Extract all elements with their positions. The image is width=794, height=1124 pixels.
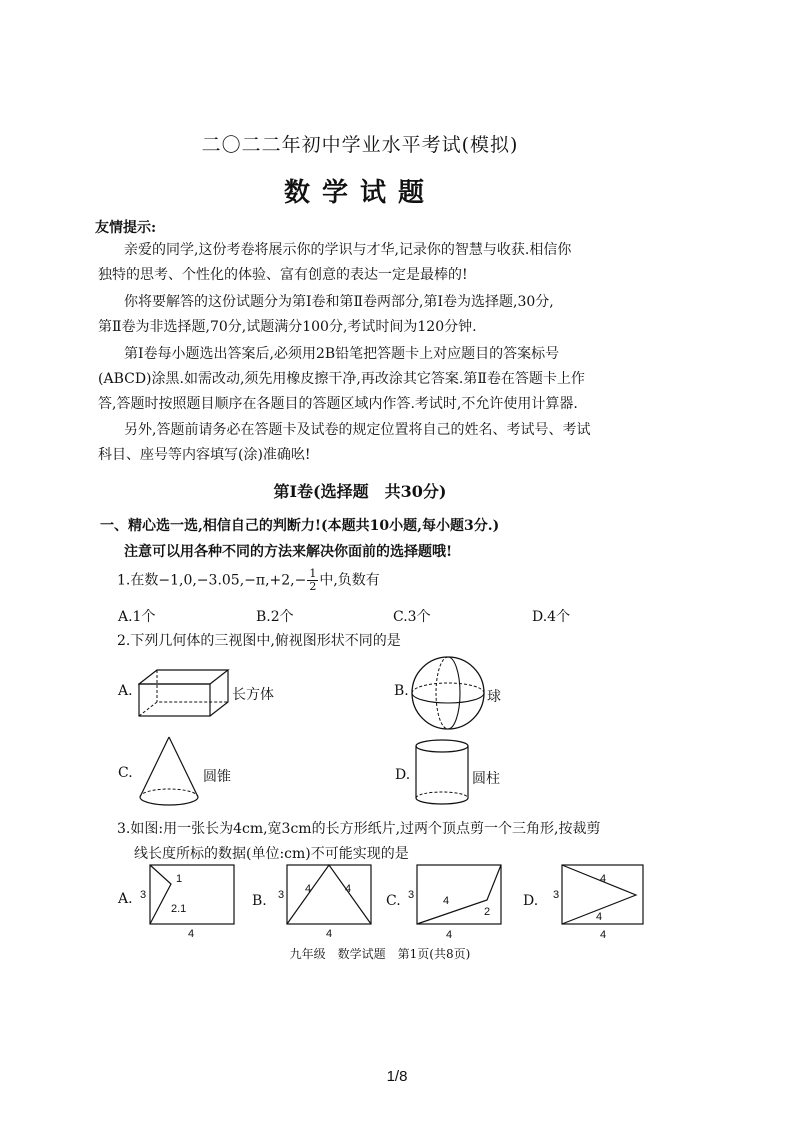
q3-d-height: 3 [553,889,560,901]
page-indicator: 1/8 [386,1068,408,1085]
q3-c-height: 3 [408,889,415,901]
q3-a-rect [150,865,234,924]
hint-para-3a: 第Ⅰ卷每小题选出答案后,必须用2B铅笔把答题卡上对应题目的答案标号 [124,346,560,362]
section-title: 第Ⅰ卷(选择题 共30分) [273,482,447,501]
q3-b-figure [275,862,375,940]
sphere-outline [412,657,484,729]
cone-right-edge [169,737,198,797]
q3-d-width: 4 [600,929,607,941]
sphere-meridian-front [448,657,460,729]
q2-d-letter[interactable]: D. [395,767,411,783]
q3-a-width: 4 [188,928,195,940]
cylinder-base-back [416,792,468,798]
hint-label: 友情提示: [95,220,157,236]
q2-stem: 2.下列几何体的三视图中,俯视图形状不同的是 [117,633,401,649]
q2-b-name: 球 [487,689,501,705]
q3-a-label2: 2.1 [171,903,187,915]
sphere-meridian-back [436,657,448,729]
exam-title: 二〇二二年初中学业水平考试(模拟) [201,134,519,156]
q1-option-a[interactable]: A.1个 [118,609,156,625]
cone-base-back [140,789,198,797]
q2-b-letter[interactable]: B. [394,683,409,699]
sphere-figure [410,655,486,731]
q3-stem-a: 3.如图:用一张长为4cm,宽3cm的长方形纸片,过两个顶点剪一个三角形,按裁剪 [117,821,601,837]
q2-d-name: 圆柱 [472,771,500,787]
hint-para-2a: 你将要解答的这份试题分为第Ⅰ卷和第Ⅱ卷两部分,第Ⅰ卷为选择题,30分, [124,294,554,310]
sphere-equator-back [412,683,484,693]
q3-c-width: 4 [446,929,453,941]
q3-c-label2: 2 [484,906,491,918]
q3-b-label1: 4 [305,883,312,895]
q2-c-letter[interactable]: C. [118,765,133,781]
part1-heading: 一、精心选一选,相信自己的判断力!(本题共10小题,每小题3分.) [100,518,500,534]
q3-b-rect [287,865,371,924]
subject-title: 数学试题 [283,178,436,208]
sphere-equator-front [412,693,484,703]
hint-para-1a: 亲爱的同学,这份考卷将展示你的学识与才华,记录你的智慧与收获.相信你 [124,242,572,258]
q2-c-name: 圆锥 [203,769,231,785]
cone-figure [138,735,200,811]
cone-left-edge [140,737,169,797]
q1-frac-num: 1 [309,567,317,580]
q3-stem-b: 线长度所标的数据(单位:cm)不可能实现的是 [134,846,409,862]
cuboid-front-face [139,684,210,716]
q2-a-letter[interactable]: A. [118,683,133,699]
q2-a-name: 长方体 [232,687,274,703]
hint-para-3c: 答,答题时按照题目顺序在各题目的答题区域内作答.考试时,不允许使用计算器. [98,396,578,412]
q3-c-figure [405,862,507,942]
q3-d-label1: 4 [600,873,607,885]
q1-stem [117,568,380,593]
q3-d-label2: 4 [596,911,603,923]
q3-a-height: 3 [140,889,147,901]
q3-d-letter[interactable]: D. [523,893,539,909]
part1-note: 注意可以用各种不同的方法来解决你面前的选择题哦! [124,544,453,560]
q3-b-height: 3 [278,889,285,901]
hint-para-2b: 第Ⅱ卷为非选择题,70分,试题满分100分,考试时间为120分钟. [98,319,477,335]
q1-fraction [307,568,318,593]
q3-a-label1: 1 [176,873,183,885]
q3-d-figure [550,862,646,942]
cuboid-top-face [139,670,228,684]
cuboid-hidden-edges [139,702,228,716]
q3-b-letter[interactable]: B. [252,893,267,909]
q3-b-width: 4 [326,928,333,940]
q1-option-b[interactable]: B.2个 [256,609,294,625]
cylinder-top [416,740,468,752]
q3-b-cut-lines [287,865,371,924]
hint-para-4b: 科目、座号等内容填写(涂)准确吆! [98,447,311,463]
q3-c-label1: 4 [443,895,450,907]
q1-option-d[interactable]: D.4个 [532,609,571,625]
q3-a-cut-lines [150,865,171,924]
q1-option-c[interactable]: C.3个 [393,609,431,625]
q1-stem-end: 中,负数有 [319,572,380,589]
q3-a-figure [138,862,240,940]
q3-a-letter[interactable]: A. [118,891,133,907]
q1-stem-start: 1.在数−1,0,−3.05,−π,+2,− [117,572,307,589]
cuboid-figure [138,668,230,718]
cone-base-front [140,797,198,805]
hint-para-1b: 独特的思考、个性化的体验、富有创意的表达一定是最棒的! [98,267,468,283]
q3-b-label2: 4 [345,883,352,895]
cylinder-base-front [416,798,468,804]
hint-para-3b: (ABCD)涂黑.如需改动,须先用橡皮擦干净,再改涂其它答案.第Ⅱ卷在答题卡上作 [98,371,585,387]
page-footer: 九年级 数学试题 第1页(共8页) [289,947,471,961]
cylinder-figure [414,738,470,808]
q3-c-letter[interactable]: C. [386,893,401,909]
hint-para-4a: 另外,答题前请务必在答题卡及试卷的规定位置将自己的姓名、考试号、考试 [124,422,591,438]
q1-frac-den: 2 [309,580,317,593]
